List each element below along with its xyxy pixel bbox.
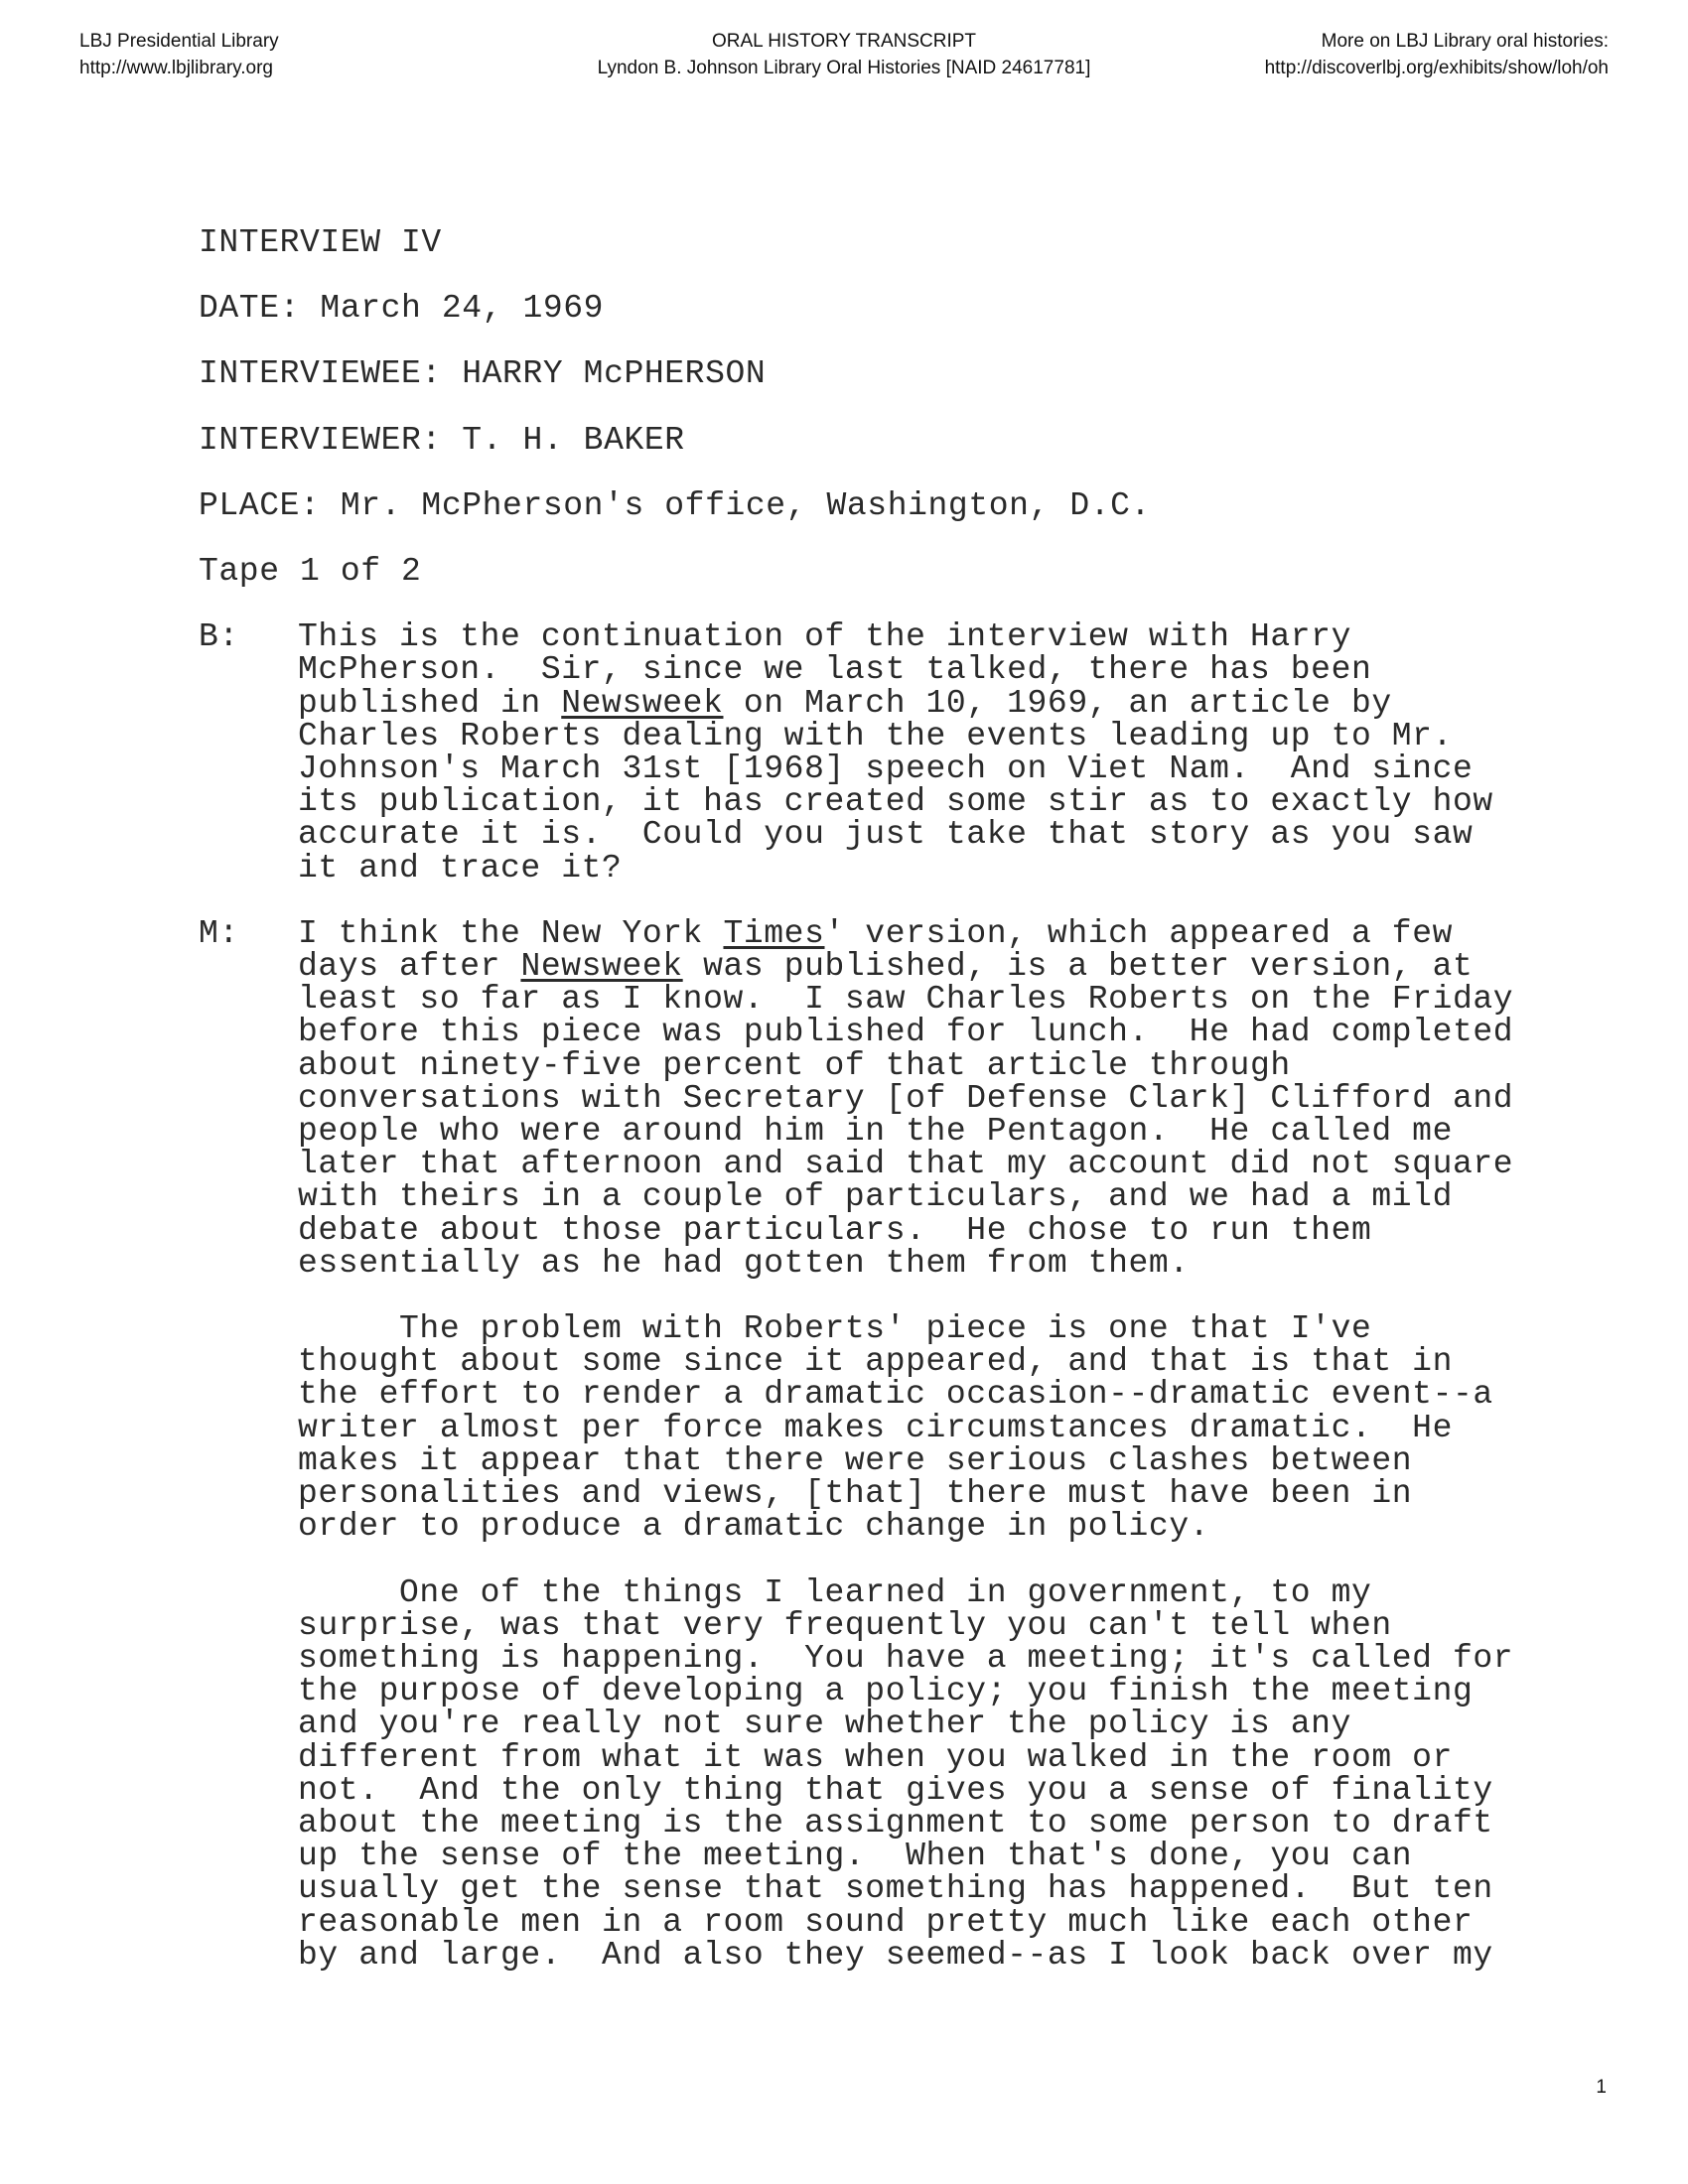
publication-title: Times: [723, 914, 825, 952]
text-line: up the sense of the meeting. When that's done, you can: [298, 1838, 1413, 1875]
interview-date: DATE: March 24, 1969: [199, 290, 605, 328]
text-line: McPherson. Sir, since we last talked, there has been: [298, 651, 1372, 689]
text-line: about the meeting is the assignment to some person to draft: [298, 1804, 1493, 1842]
text-line: it and trace it?: [298, 849, 623, 887]
text-line: Johnson's March 31st [1968] speech on Viet Nam. And since: [298, 751, 1474, 788]
text-line: order to produce a dramatic change in policy.: [298, 1508, 1210, 1546]
answer-paragraph-3: [298, 1573, 1519, 1974]
text-line: writer almost per force makes circumstances dramatic. He: [298, 1409, 1453, 1446]
text-line: makes it appear that there were serious clashes between: [298, 1441, 1413, 1479]
text-line: its publication, it has created some stir as to exactly how: [298, 783, 1493, 821]
text-line: by and large. And also they seemed--as I look back over my: [298, 1936, 1493, 1974]
text-line: the purpose of developing a policy; you finish the meeting: [298, 1673, 1474, 1710]
text-line: before this piece was published for lunch. He had completed: [298, 1014, 1514, 1051]
text-line: published in Newsweek on March 10, 1969, an article by: [298, 684, 1392, 722]
text-line: surprise, was that very frequently you can't tell when: [298, 1606, 1392, 1644]
text-line: with theirs in a couple of particulars, and we had a mild: [298, 1178, 1453, 1216]
answer-block: [199, 914, 1519, 1282]
text-line: One of the things I learned in government, to my: [298, 1573, 1372, 1611]
text-line: usually get the sense that something has happened. But ten: [298, 1870, 1493, 1908]
publication-title: Newsweek: [561, 684, 724, 722]
text-line: personalities and views, [that] there must have been in: [298, 1475, 1413, 1513]
text-line: debate about those particulars. He chose to run them: [298, 1211, 1372, 1249]
text-line: and you're really not sure whether the policy is any: [298, 1706, 1351, 1743]
header-transcript-title: ORAL HISTORY TRANSCRIPT: [711, 31, 977, 52]
question-block: [199, 620, 1519, 885]
answer-paragraph-2: [298, 1310, 1519, 1546]
tape-info: Tape 1 of 2: [199, 553, 422, 591]
header-more-url: http://discoverlbj.org/exhibits/show/loh/oh: [1264, 58, 1609, 78]
text-line: conversations with Secretary [of Defense Clark] Clifford and: [298, 1079, 1514, 1117]
text-line: the effort to render a dramatic occasion--dramatic event--a: [298, 1376, 1493, 1414]
header-library-url: http://www.lbjlibrary.org: [79, 58, 273, 78]
speaker-label-b: B:: [199, 618, 239, 656]
interviewer: INTERVIEWER: T. H. BAKER: [199, 421, 685, 459]
text-line: reasonable men in a room sound pretty much like each other: [298, 1903, 1474, 1941]
publication-title: Newsweek: [520, 948, 683, 986]
text-line: accurate it is. Could you just take that story as you saw: [298, 816, 1474, 854]
text-line: days after Newsweek was published, is a better version, at: [298, 948, 1474, 986]
text-line: something is happening. You have a meeting; it's called for: [298, 1639, 1514, 1677]
text-line: thought about some since it appeared, and that is that in: [298, 1343, 1453, 1381]
question-text: [298, 620, 1519, 885]
header-more-info: [1265, 28, 1609, 81]
interviewee: INTERVIEWEE: HARRY McPHERSON: [199, 355, 767, 393]
transcript-body: [199, 226, 1519, 2004]
interview-place: PLACE: Mr. McPherson's office, Washington, D.C.: [199, 486, 1151, 524]
header-library-name: LBJ Presidential Library: [79, 31, 279, 52]
interview-number: INTERVIEW IV: [199, 224, 442, 261]
text-line: least so far as I know. I saw Charles Roberts on the Friday: [298, 981, 1514, 1019]
text-line: people who were around him in the Pentagon. He called me: [298, 1113, 1453, 1151]
page-number: 1: [1596, 2077, 1607, 2098]
text-line: I think the New York Times' version, which appeared a few: [298, 914, 1453, 952]
answer-paragraph-1: [298, 914, 1519, 1282]
header-more-label: More on LBJ Library oral histories:: [1321, 31, 1609, 52]
text-line: about ninety-five percent of that article through: [298, 1046, 1291, 1084]
text-line: The problem with Roberts' piece is one that I've: [298, 1310, 1372, 1348]
text-line: different from what it was when you walked in the room or: [298, 1738, 1453, 1776]
text-line: not. And the only thing that gives you a sense of finality: [298, 1771, 1493, 1809]
text-line: Charles Roberts dealing with the events leading up to Mr.: [298, 717, 1453, 754]
text-line: later that afternoon and said that my account did not square: [298, 1146, 1514, 1183]
speaker-label-m: M:: [199, 914, 239, 952]
text-line: essentially as he had gotten them from them.: [298, 1244, 1190, 1282]
text-line: This is the continuation of the interview with Harry: [298, 618, 1351, 656]
header-collection-name: Lyndon B. Johnson Library Oral Histories [NAID 24617781]: [597, 58, 1091, 78]
